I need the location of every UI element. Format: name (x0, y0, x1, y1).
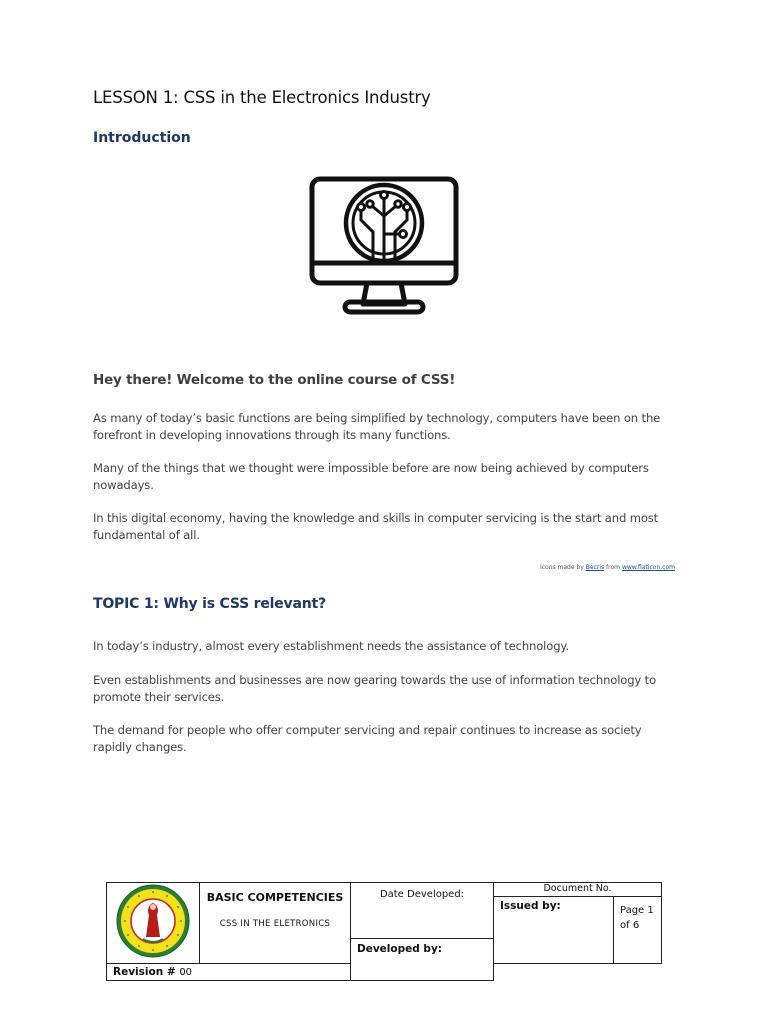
topic-paragraph-1: In today’s industry, almost every establishment needs the assistance of technology. (93, 639, 569, 653)
document-footer-table (106, 882, 662, 981)
date-developed-cell: Date Developed: (351, 883, 494, 939)
intro-heading: Introduction (93, 130, 191, 146)
competency-title: BASIC COMPETENCIES (206, 891, 344, 904)
intro-paragraph-1: As many of today’s basic functions are being simplified by technology, computers have been on the forefront in developing innovations through its many functions. (93, 411, 661, 442)
topic-heading: TOPIC 1: Why is CSS relevant? (93, 596, 326, 612)
developed-by-cell: Developed by: (351, 939, 494, 981)
credit-prefix: Icons made by (539, 564, 584, 571)
intro-paragraph-3: In this digital economy, having the knowledge and skills in computer servicing is the start and most fundamental of all. (93, 511, 659, 542)
page-number-cell: Page 1 of 6 (614, 897, 662, 964)
document-no-cell: Document No. (494, 883, 662, 897)
revision-cell (107, 964, 351, 981)
credit-author-link[interactable]: Becris (585, 564, 605, 571)
credit-site-link[interactable]: www.flaticon.com (621, 564, 675, 571)
revision-number: 00 (179, 967, 193, 978)
issued-by-cell: Issued by: (494, 897, 614, 964)
welcome-heading: Hey there! Welcome to the online course of CSS! (93, 372, 456, 388)
competency-subtitle: CSS IN THE ELETRONICS (219, 919, 331, 929)
competency-cell (200, 883, 351, 964)
intro-paragraph-2: Many of the things that we thought were impossible before are now being achieved by computers nowadays. (93, 461, 649, 492)
computer-circuit-icon (309, 176, 459, 318)
credit-middle: from (606, 564, 621, 571)
logo-cell (107, 883, 200, 964)
icon-credit (540, 564, 675, 571)
college-seal-icon (115, 883, 191, 959)
topic-paragraph-2: Even establishments and businesses are now gearing towards the use of information technology to promote their services. (93, 673, 657, 704)
topic-paragraph-3: The demand for people who offer computer servicing and repair continues to increase as society rapidly changes. (93, 723, 642, 754)
lesson-title: LESSON 1: CSS in the Electronics Industry (93, 88, 431, 107)
revision-label: Revision # (113, 966, 176, 978)
